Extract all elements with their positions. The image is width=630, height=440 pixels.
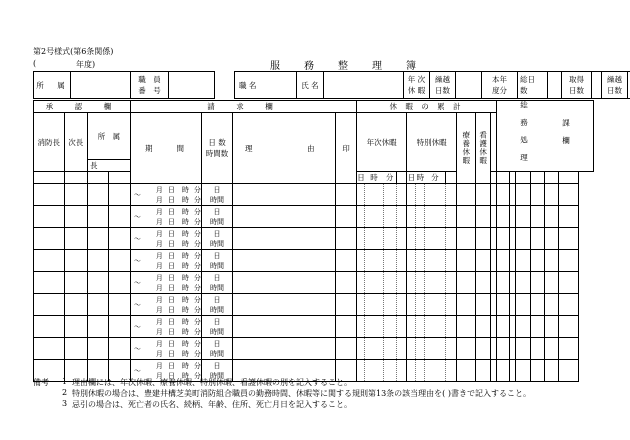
admin-cell-4[interactable] [516, 316, 530, 338]
special-x[interactable] [445, 316, 456, 338]
admin-cell-5[interactable] [530, 250, 544, 272]
acquired-label: 取得 日数 [562, 72, 592, 99]
admin-cell-2[interactable] [496, 228, 509, 250]
special-h[interactable] [416, 360, 425, 382]
period-cell[interactable]: 月 日 時 分 〜 月 日 時 分 [130, 272, 201, 294]
special-h[interactable] [416, 250, 425, 272]
dept-sub-label: 所 属 [88, 113, 131, 160]
annual-m[interactable] [383, 360, 396, 382]
deputy-seal-cell[interactable] [64, 184, 87, 206]
annual-leave-label: 年 次 休 暇 [404, 72, 430, 99]
seal-cell[interactable] [335, 184, 356, 206]
special-m[interactable] [425, 184, 445, 206]
annual-m[interactable] [383, 338, 396, 360]
period-cell[interactable]: 月 日 時 分 〜 月 日 時 分 [130, 206, 201, 228]
special-h[interactable] [416, 316, 425, 338]
dept-blank-1 [88, 172, 109, 184]
special-day-label: 日 [407, 173, 416, 182]
annual-hour-label: 時 [365, 172, 383, 184]
nursing-cell[interactable] [476, 360, 490, 382]
period-cell[interactable]: 月 日 時 分 〜 月 日 時 分 [130, 360, 201, 382]
days-cell[interactable]: 日 時間 [202, 206, 233, 228]
annual-m[interactable] [383, 316, 396, 338]
chief-seal-cell[interactable] [34, 228, 65, 250]
table-row [34, 228, 594, 250]
dept-seal-cell-2[interactable] [109, 184, 130, 206]
admin-cell-2[interactable] [496, 206, 509, 228]
special-x[interactable] [445, 228, 456, 250]
reason-cell[interactable] [232, 228, 335, 250]
admin-cell-7[interactable] [559, 360, 579, 382]
dept-seal-cell-2[interactable] [109, 228, 130, 250]
nursing-cell[interactable] [476, 206, 490, 228]
annual-d[interactable] [357, 228, 365, 250]
carryover-label: 繰越 日数 [430, 72, 456, 99]
admin-cell-6[interactable] [544, 338, 558, 360]
special-x[interactable] [445, 272, 456, 294]
admin-cell-6[interactable] [544, 184, 558, 206]
special-spacer [445, 172, 456, 184]
special-m[interactable] [425, 272, 445, 294]
days-cell[interactable]: 日 時間 [202, 360, 233, 382]
annual-x[interactable] [396, 316, 406, 338]
job-label: 職 名 [235, 72, 297, 99]
info-table [33, 71, 630, 99]
admin-cell-6[interactable] [544, 272, 558, 294]
dept-seal-cell-1[interactable] [88, 316, 109, 338]
medical-cell[interactable] [457, 316, 476, 338]
table-row [34, 338, 594, 360]
special-x[interactable] [445, 338, 456, 360]
annual-x[interactable] [396, 250, 406, 272]
request-header: 請 求 欄 [130, 101, 356, 113]
annual-spacer [396, 172, 406, 184]
admin-cell-5[interactable] [530, 338, 544, 360]
main-table [33, 100, 594, 382]
dept-seal-cell-1[interactable] [88, 294, 109, 316]
special-m[interactable] [425, 316, 445, 338]
special-label: 特別休暇 [407, 113, 457, 172]
admin-sub-4 [516, 172, 530, 184]
annual-d[interactable] [357, 184, 365, 206]
admin-cell-7[interactable] [559, 228, 579, 250]
seal-cell[interactable] [335, 250, 356, 272]
reason-cell[interactable] [232, 316, 335, 338]
name-field[interactable] [324, 72, 404, 99]
period-cell[interactable]: 月 日 時 分 〜 月 日 時 分 [130, 250, 201, 272]
seal-cell[interactable] [335, 228, 356, 250]
annual-h[interactable] [365, 316, 383, 338]
days-cell[interactable]: 日 時間 [202, 250, 233, 272]
nursing-label: 看護休暇 [476, 113, 490, 184]
medical-cell[interactable] [457, 338, 476, 360]
reason-cell[interactable] [232, 250, 335, 272]
deputy-seal-cell[interactable] [64, 338, 87, 360]
days-cell[interactable]: 日 時間 [202, 272, 233, 294]
special-d[interactable] [407, 206, 416, 228]
dept-seal-cell-1[interactable] [88, 206, 109, 228]
nursing-cell[interactable] [476, 272, 490, 294]
deputy-seal-cell[interactable] [64, 250, 87, 272]
reason-cell[interactable] [232, 338, 335, 360]
dept-seal-cell-2[interactable] [109, 250, 130, 272]
medical-cell[interactable] [457, 184, 476, 206]
special-d[interactable] [407, 338, 416, 360]
medical-cell[interactable] [457, 360, 476, 382]
medical-label: 療養休暇 [457, 113, 476, 184]
special-hour-label: 時 [416, 173, 425, 182]
admin-cell-7[interactable] [559, 316, 579, 338]
reason-cell[interactable] [232, 272, 335, 294]
special-d[interactable] [407, 316, 416, 338]
annual-x[interactable] [396, 184, 406, 206]
special-h[interactable] [416, 294, 425, 316]
acquired-field[interactable] [592, 72, 602, 99]
table-row [34, 272, 594, 294]
nursing-cell[interactable] [476, 228, 490, 250]
seal-label: 印 [335, 113, 356, 184]
annual-x[interactable] [396, 272, 406, 294]
admin-sub-5 [530, 172, 544, 184]
special-m[interactable] [425, 360, 445, 382]
special-m[interactable] [425, 206, 445, 228]
deputy-label: 次長 [64, 113, 87, 172]
special-d[interactable] [407, 294, 416, 316]
special-h[interactable] [416, 272, 425, 294]
annual-x[interactable] [396, 206, 406, 228]
special-x[interactable] [445, 184, 456, 206]
annual-d[interactable] [357, 338, 365, 360]
special-h[interactable] [416, 228, 425, 250]
admin-cell-2[interactable] [496, 294, 509, 316]
annual-x[interactable] [396, 338, 406, 360]
admin-cell-4[interactable] [516, 228, 530, 250]
table-row [34, 206, 594, 228]
admin-cell-6[interactable] [544, 250, 558, 272]
chief-seal-cell[interactable] [34, 250, 65, 272]
admin-col-label: 課欄 [561, 118, 571, 154]
medical-cell[interactable] [457, 250, 476, 272]
annual-minute-label: 分 [383, 172, 396, 184]
medical-cell[interactable] [457, 272, 476, 294]
seal-cell[interactable] [335, 206, 356, 228]
admin-cell-4[interactable] [516, 272, 530, 294]
admin-cell-2[interactable] [496, 316, 509, 338]
approval-header: 承 認 欄 [34, 101, 131, 113]
table-row [34, 316, 594, 338]
admin-cell-4[interactable] [516, 184, 530, 206]
medical-cell[interactable] [457, 206, 476, 228]
admin-cell-2[interactable] [496, 360, 509, 382]
table-row [34, 250, 594, 272]
chief-seal-cell[interactable] [34, 184, 65, 206]
reason-cell[interactable] [232, 206, 335, 228]
annual-d[interactable] [357, 272, 365, 294]
dept-seal-cell-1[interactable] [88, 228, 109, 250]
admin-cell-6[interactable] [544, 316, 558, 338]
admin-cell-6[interactable] [544, 206, 558, 228]
chief-label: 消防長 [34, 113, 65, 172]
total-days-label: 総日 数 [518, 72, 548, 99]
total-days-field[interactable] [548, 72, 562, 99]
page-title: 服務整理簿 [270, 61, 440, 72]
note-2: 特別休暇の場合は、豊建井構芝美町消防組合職員の勤務時間、休暇等に関する規則第13条の該当理由を( )書きで記入すること。 [72, 389, 531, 398]
admin-cell-6[interactable] [544, 228, 558, 250]
chief-seal-cell[interactable] [34, 206, 65, 228]
chief-blank [34, 172, 65, 184]
note-3-num: 3 [62, 399, 68, 408]
period-cell[interactable]: 月 日 時 分 〜 月 日 時 分 [130, 338, 201, 360]
admin-cell-2[interactable] [496, 272, 509, 294]
annual-m[interactable] [383, 184, 396, 206]
period-cell[interactable]: 月 日 時 分 〜 月 日 時 分 [130, 316, 201, 338]
days-hours-label: 日 数 時間数 [202, 113, 233, 184]
chief-seal-cell[interactable] [34, 338, 65, 360]
this-year-label: 本年 度分 [482, 72, 518, 99]
deputy-seal-cell[interactable] [64, 206, 87, 228]
admin-sub-6 [544, 172, 558, 184]
period-cell[interactable]: 月 日 時 分 〜 月 日 時 分 [130, 294, 201, 316]
annual-h[interactable] [365, 184, 383, 206]
special-d[interactable] [407, 184, 416, 206]
admin-sub-2 [496, 172, 509, 184]
carry-next-label: 繰越 日数 [602, 72, 628, 99]
year-paren-open: ( [33, 59, 37, 68]
special-h[interactable] [416, 338, 425, 360]
chief-seal-cell[interactable] [34, 316, 65, 338]
days-cell[interactable]: 日 時間 [202, 316, 233, 338]
deputy-seal-cell[interactable] [64, 316, 87, 338]
admin-cell-5[interactable] [530, 228, 544, 250]
table-row [34, 294, 594, 316]
special-x[interactable] [445, 206, 456, 228]
dept-seal-cell-1[interactable] [88, 184, 109, 206]
admin-proc-label: 総務処理 [519, 101, 529, 171]
annual-m[interactable] [383, 250, 396, 272]
seal-cell[interactable] [335, 272, 356, 294]
special-minute-label: 分 [425, 172, 445, 184]
admin-cell-6[interactable] [544, 294, 558, 316]
annual-x[interactable] [396, 360, 406, 382]
form-number: 第2号様式(第6条関係) [33, 47, 114, 56]
days-cell[interactable]: 日 時間 [202, 184, 233, 206]
medical-cell[interactable] [457, 228, 476, 250]
annual-h[interactable] [365, 294, 383, 316]
dept-seal-cell-1[interactable] [88, 250, 109, 272]
admin-cell-7[interactable] [559, 206, 579, 228]
period-cell[interactable]: 月 日 時 分 〜 月 日 時 分 [130, 228, 201, 250]
annual-h[interactable] [365, 250, 383, 272]
seal-cell[interactable] [335, 338, 356, 360]
annual-d[interactable] [357, 316, 365, 338]
special-d[interactable] [407, 250, 416, 272]
name-label: 氏 名 [297, 72, 324, 99]
period-label: 期 間 [130, 113, 201, 184]
admin-cell-2[interactable] [496, 250, 509, 272]
annual-label: 年次休暇 [357, 113, 407, 172]
special-x[interactable] [445, 360, 456, 382]
reason-label: 理 由 [232, 113, 335, 184]
annual-m[interactable] [383, 206, 396, 228]
admin-cell-4[interactable] [516, 360, 530, 382]
deputy-seal-cell[interactable] [64, 228, 87, 250]
annual-d[interactable] [357, 294, 365, 316]
special-x[interactable] [445, 294, 456, 316]
nursing-cell[interactable] [476, 294, 490, 316]
days-cell[interactable]: 日 時間 [202, 294, 233, 316]
year-label: 年度) [76, 60, 96, 69]
special-d[interactable] [407, 228, 416, 250]
dept-blank-2 [109, 172, 130, 184]
chief-seal-cell[interactable] [34, 272, 65, 294]
admin-cell-4[interactable] [516, 338, 530, 360]
period-cell[interactable]: 月 日 時 分 〜 月 日 時 分 [130, 184, 201, 206]
admin-cell-4[interactable] [516, 294, 530, 316]
admin-sub-7 [559, 172, 579, 184]
admin-header [496, 101, 593, 172]
annual-day-label: 日 [357, 173, 365, 182]
table-row [34, 184, 594, 206]
staff-no-field[interactable] [169, 72, 215, 99]
annual-m[interactable] [383, 228, 396, 250]
deputy-blank [64, 172, 87, 184]
staff-no-label: 職 員 番 号 [131, 72, 169, 99]
special-h[interactable] [416, 206, 425, 228]
annual-h[interactable] [365, 206, 383, 228]
special-d[interactable] [407, 360, 416, 382]
dept-seal-cell-2[interactable] [109, 316, 130, 338]
gap [215, 72, 235, 99]
nursing-cell[interactable] [476, 316, 490, 338]
head-label: 長 [88, 160, 131, 172]
admin-cell-5[interactable] [530, 360, 544, 382]
dept-field[interactable] [71, 72, 131, 99]
reason-cell[interactable] [232, 184, 335, 206]
nursing-cell[interactable] [476, 184, 490, 206]
dept-seal-cell-2[interactable] [109, 338, 130, 360]
note-1: 理由欄には、年次休暇、療養休暇、特別休暇、看護休暇の別を記入すること。 [72, 378, 352, 387]
admin-cell-5[interactable] [530, 294, 544, 316]
dept-seal-cell-1[interactable] [88, 338, 109, 360]
annual-d[interactable] [357, 206, 365, 228]
leave-total-header: 休 暇 の 累 計 [357, 101, 497, 113]
special-m[interactable] [425, 250, 445, 272]
reason-cell[interactable] [232, 294, 335, 316]
annual-d[interactable] [357, 250, 365, 272]
seal-cell[interactable] [335, 316, 356, 338]
deputy-seal-cell[interactable] [64, 272, 87, 294]
special-m[interactable] [425, 338, 445, 360]
admin-cell-7[interactable] [559, 250, 579, 272]
annual-h[interactable] [365, 360, 383, 382]
admin-cell-2[interactable] [496, 184, 509, 206]
special-x[interactable] [445, 250, 456, 272]
days-cell[interactable]: 日 時間 [202, 338, 233, 360]
admin-cell-5[interactable] [530, 206, 544, 228]
admin-cell-5[interactable] [530, 272, 544, 294]
note-2-num: 2 [62, 388, 68, 397]
annual-h[interactable] [365, 338, 383, 360]
annual-h[interactable] [365, 272, 383, 294]
admin-cell-4[interactable] [516, 250, 530, 272]
nursing-cell[interactable] [476, 338, 490, 360]
dept-seal-cell-2[interactable] [109, 272, 130, 294]
dept-seal-cell-2[interactable] [109, 294, 130, 316]
admin-cell-7[interactable] [559, 338, 579, 360]
annual-x[interactable] [396, 294, 406, 316]
dept-seal-cell-2[interactable] [109, 206, 130, 228]
admin-cell-2[interactable] [496, 338, 509, 360]
admin-cell-5[interactable] [530, 316, 544, 338]
deputy-seal-cell[interactable] [64, 294, 87, 316]
admin-cell-4[interactable] [516, 206, 530, 228]
annual-d[interactable] [357, 360, 365, 382]
note-1-num: 1 [62, 377, 68, 386]
notes-label: 備考 [33, 378, 49, 387]
seal-cell[interactable] [335, 294, 356, 316]
annual-x[interactable] [396, 228, 406, 250]
annual-m[interactable] [383, 272, 396, 294]
admin-cell-5[interactable] [530, 184, 544, 206]
chief-seal-cell[interactable] [34, 294, 65, 316]
days-cell[interactable]: 日 時間 [202, 228, 233, 250]
annual-h[interactable] [365, 228, 383, 250]
special-m[interactable] [425, 294, 445, 316]
admin-cell-7[interactable] [559, 184, 579, 206]
annual-m[interactable] [383, 294, 396, 316]
admin-cell-7[interactable] [559, 294, 579, 316]
special-m[interactable] [425, 228, 445, 250]
dept-label: 所 属 [34, 72, 71, 99]
note-3: 忌引の場合は、死亡者の氏名、続柄、年齢、住所、死亡月日を記入すること。 [72, 400, 352, 409]
nursing-cell[interactable] [476, 250, 490, 272]
dept-seal-cell-1[interactable] [88, 272, 109, 294]
special-d[interactable] [407, 272, 416, 294]
carryover-field[interactable] [456, 72, 482, 99]
medical-cell[interactable] [457, 294, 476, 316]
admin-cell-6[interactable] [544, 360, 558, 382]
special-h[interactable] [416, 184, 425, 206]
admin-cell-7[interactable] [559, 272, 579, 294]
